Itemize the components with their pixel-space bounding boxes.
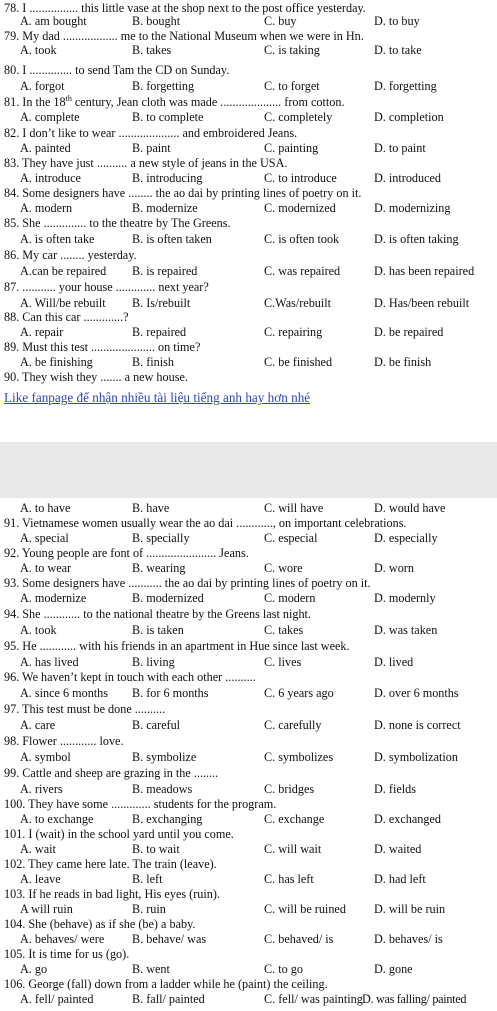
option-a: A. go bbox=[20, 962, 48, 976]
option-a: A. is often take bbox=[20, 232, 95, 246]
option-c: C. symbolizes bbox=[264, 750, 334, 764]
option-c: C. modernized bbox=[264, 201, 336, 215]
option-c: C. takes bbox=[264, 623, 304, 637]
option-d: D. over 6 months bbox=[374, 686, 459, 700]
option-b: B. repaired bbox=[132, 325, 187, 339]
options-102 bbox=[0, 873, 497, 886]
options-90 bbox=[0, 502, 497, 515]
worksheet-page-2 bbox=[0, 498, 497, 1011]
question-90: 90. They wish they ....... a new house. bbox=[4, 370, 188, 384]
option-b: B. fall/ painted bbox=[132, 992, 205, 1006]
option-b: B. modernize bbox=[132, 201, 198, 215]
option-d: D. symbolization bbox=[374, 750, 458, 764]
option-c: C. to go bbox=[264, 962, 303, 976]
option-d: D. had left bbox=[374, 872, 426, 886]
option-b: B. to complete bbox=[132, 110, 204, 124]
option-a: A. introduce bbox=[20, 171, 81, 185]
options-80 bbox=[0, 80, 497, 93]
option-c: C. exchange bbox=[264, 812, 325, 826]
option-d: D. be repaired bbox=[374, 325, 444, 339]
question-103: 103. If he reads in bad light, His eyes (ruin). bbox=[4, 887, 220, 901]
option-b: B. for 6 months bbox=[132, 686, 209, 700]
question-99: 99. Cattle and sheep are grazing in the ........ bbox=[4, 766, 219, 780]
option-c: C. wore bbox=[264, 561, 303, 575]
option-d: D. behaves/ is bbox=[374, 932, 443, 946]
option-a: A. modern bbox=[20, 201, 73, 215]
option-b: B. forgetting bbox=[132, 79, 195, 93]
question-92: 92. Young people are font of ....................... Jeans. bbox=[4, 546, 249, 560]
option-a: A. since 6 months bbox=[20, 686, 109, 700]
option-b: B. specially bbox=[132, 531, 190, 545]
question-81: 81. In the 18th century, Jean cloth was made .................... from cotton. bbox=[4, 93, 345, 109]
option-c: C. is taking bbox=[264, 43, 320, 57]
options-89 bbox=[0, 356, 497, 369]
question-89: 89. Must this test ..................... on time? bbox=[4, 340, 201, 354]
option-a: A. rivers bbox=[20, 782, 63, 796]
option-a: A. symbol bbox=[20, 750, 71, 764]
options-87 bbox=[0, 297, 497, 310]
option-d: D. to buy bbox=[374, 14, 420, 28]
option-d: D. worn bbox=[374, 561, 414, 575]
option-c: C. behaved/ is bbox=[264, 932, 334, 946]
option-d: D. was falling/ painted bbox=[362, 992, 467, 1006]
fanpage-link[interactable]: Like fanpage để nhận nhiều tài liệu tiếng anh hay hơn nhé bbox=[4, 390, 311, 405]
option-c: C. 6 years ago bbox=[264, 686, 334, 700]
options-91 bbox=[0, 532, 497, 545]
option-d: D. lived bbox=[374, 655, 414, 669]
option-b: B. is often taken bbox=[132, 232, 212, 246]
options-82 bbox=[0, 142, 497, 155]
option-d: D. introduced bbox=[374, 171, 442, 185]
option-c: C. carefully bbox=[264, 718, 322, 732]
option-a: A. wait bbox=[20, 842, 56, 856]
question-82: 82. I don’t like to wear .................... and embroidered Jeans. bbox=[4, 126, 298, 140]
question-94: 94. She ............ to the national theatre by the Greens last night. bbox=[4, 607, 311, 621]
question-93: 93. Some designers have ........... the ao dai by printing lines of poetry on it. bbox=[4, 576, 371, 590]
option-d: D. exchanged bbox=[374, 812, 442, 826]
option-b: B. finish bbox=[132, 355, 174, 369]
option-a: A. Will/be rebuilt bbox=[20, 296, 106, 310]
option-d: D. completion bbox=[374, 110, 444, 124]
option-d: D. was taken bbox=[374, 623, 438, 637]
question-95: 95. He ............ with his friends in an apartment in Hue since last week. bbox=[4, 639, 350, 653]
option-d: D. none is correct bbox=[374, 718, 461, 732]
option-d: D. fields bbox=[374, 782, 416, 796]
options-103 bbox=[0, 903, 497, 916]
option-b: B. Is/rebuilt bbox=[132, 296, 191, 310]
option-c: C. repairing bbox=[264, 325, 323, 339]
option-a: A. forgot bbox=[20, 79, 65, 93]
options-100 bbox=[0, 813, 497, 826]
option-c: C. was repaired bbox=[264, 264, 341, 278]
option-c: C. lives bbox=[264, 655, 302, 669]
option-b: B. is repaired bbox=[132, 264, 198, 278]
option-d: D. Has/been rebuilt bbox=[374, 296, 470, 310]
question-101: 101. I (wait) in the school yard until you come. bbox=[4, 827, 234, 841]
option-b: B. paint bbox=[132, 141, 171, 155]
option-a: A. care bbox=[20, 718, 56, 732]
option-b: B. takes bbox=[132, 43, 172, 57]
option-b: B. behave/ was bbox=[132, 932, 207, 946]
option-c: C. especial bbox=[264, 531, 318, 545]
option-a: A. took bbox=[20, 43, 57, 57]
option-c: C. will wait bbox=[264, 842, 322, 856]
option-c: C. to introduce bbox=[264, 171, 337, 185]
option-b: B. ruin bbox=[132, 902, 166, 916]
option-c: C. is often took bbox=[264, 232, 340, 246]
options-83 bbox=[0, 172, 497, 185]
option-d: D. especially bbox=[374, 531, 438, 545]
question-84: 84. Some designers have ........ the ao dai by printing lines of poetry on it. bbox=[4, 186, 362, 200]
option-d: D. has been repaired bbox=[374, 264, 475, 278]
question-100: 100. They have some ............. students for the program. bbox=[4, 797, 277, 811]
option-a: A. be finishing bbox=[20, 355, 93, 369]
options-105 bbox=[0, 963, 497, 976]
option-d: D. will be ruin bbox=[374, 902, 446, 916]
question-78: 78. I ................ this little vase at the shop next to the post office yesterday. bbox=[4, 1, 366, 15]
question-79: 79. My dad .................. me to the National Museum when we were in Hn. bbox=[4, 29, 364, 43]
option-b: B. careful bbox=[132, 718, 181, 732]
option-b: B. meadows bbox=[132, 782, 193, 796]
options-104 bbox=[0, 933, 497, 946]
option-b: B. exchanging bbox=[132, 812, 203, 826]
question-87: 87. ........... your house ............. next year? bbox=[4, 280, 209, 294]
question-102: 102. They came here late. The train (leave). bbox=[4, 857, 217, 871]
options-81 bbox=[0, 111, 497, 124]
option-d: D. modernly bbox=[374, 591, 436, 605]
options-79 bbox=[0, 44, 497, 57]
options-95 bbox=[0, 656, 497, 669]
options-101 bbox=[0, 843, 497, 856]
option-c: C. buy bbox=[264, 14, 297, 28]
options-85 bbox=[0, 233, 497, 246]
options-94 bbox=[0, 624, 497, 637]
option-c: C.Was/rebuilt bbox=[264, 296, 332, 310]
question-104: 104. She (behave) as if she (be) a baby. bbox=[4, 917, 196, 931]
option-a: A. modernize bbox=[20, 591, 87, 605]
option-d: D. forgetting bbox=[374, 79, 437, 93]
options-106 bbox=[0, 993, 497, 1006]
option-a: A. painted bbox=[20, 141, 71, 155]
question-91: 91. Vietnamese women usually wear the ao dai ............, on important celebrations. bbox=[4, 516, 407, 530]
option-a: A. fell/ painted bbox=[20, 992, 94, 1006]
question-83: 83. They have just .......... a new style of jeans in the USA. bbox=[4, 156, 288, 170]
option-c: C. modern bbox=[264, 591, 316, 605]
option-d: D. waited bbox=[374, 842, 422, 856]
option-b: B. left bbox=[132, 872, 163, 886]
options-97 bbox=[0, 719, 497, 732]
question-105: 105. It is time for us (go). bbox=[4, 947, 130, 961]
option-a: A. complete bbox=[20, 110, 80, 124]
options-99 bbox=[0, 783, 497, 796]
option-a: A. repair bbox=[20, 325, 64, 339]
option-c: C. will be ruined bbox=[264, 902, 346, 916]
option-b: B. bought bbox=[132, 14, 181, 28]
option-a: A. to have bbox=[20, 501, 71, 515]
option-d: D. gone bbox=[374, 962, 413, 976]
option-a: A. am bought bbox=[20, 14, 87, 28]
option-d: D. to take bbox=[374, 43, 422, 57]
options-88 bbox=[0, 326, 497, 339]
option-c: C. will have bbox=[264, 501, 324, 515]
option-d: D. modernizing bbox=[374, 201, 451, 215]
option-b: B. have bbox=[132, 501, 170, 515]
option-a: A.can be repaired bbox=[20, 264, 107, 278]
option-b: B. living bbox=[132, 655, 175, 669]
option-d: D. is often taking bbox=[374, 232, 459, 246]
option-d: D. be finish bbox=[374, 355, 432, 369]
option-c: C. painting bbox=[264, 141, 319, 155]
option-a: A. behaves/ were bbox=[20, 932, 105, 946]
option-a: A. has lived bbox=[20, 655, 79, 669]
option-b: B. to wait bbox=[132, 842, 180, 856]
option-c: C. has left bbox=[264, 872, 314, 886]
option-a: A will ruin bbox=[20, 902, 73, 916]
option-c: C. fell/ was painting bbox=[264, 992, 363, 1006]
option-a: A. took bbox=[20, 623, 57, 637]
option-b: B. is taken bbox=[132, 623, 184, 637]
option-b: B. introducing bbox=[132, 171, 203, 185]
question-80: 80. I .............. to send Tam the CD on Sunday. bbox=[4, 63, 230, 77]
option-c: C. to forget bbox=[264, 79, 320, 93]
question-85: 85. She .............. to the theatre by The Greens. bbox=[4, 216, 231, 230]
option-b: B. symbolize bbox=[132, 750, 197, 764]
option-b: B. went bbox=[132, 962, 170, 976]
option-a: A. special bbox=[20, 531, 69, 545]
options-86 bbox=[0, 265, 497, 278]
page-separator bbox=[0, 442, 497, 498]
option-d: D. to paint bbox=[374, 141, 426, 155]
option-c: C. be finished bbox=[264, 355, 333, 369]
question-86: 86. My car ........ yesterday. bbox=[4, 248, 137, 262]
options-93 bbox=[0, 592, 497, 605]
option-a: A. to exchange bbox=[20, 812, 94, 826]
options-92 bbox=[0, 562, 497, 575]
options-84 bbox=[0, 202, 497, 215]
question-98: 98. Flower ............ love. bbox=[4, 734, 124, 748]
option-c: C. completely bbox=[264, 110, 333, 124]
question-97: 97. This test must be done .......... bbox=[4, 702, 166, 716]
option-a: A. leave bbox=[20, 872, 61, 886]
options-78 bbox=[0, 15, 497, 28]
option-b: B. wearing bbox=[132, 561, 186, 575]
question-96: 96. We haven’t kept in touch with each other .......... bbox=[4, 670, 256, 684]
question-88: 88. Can this car .............? bbox=[4, 310, 129, 324]
option-c: C. bridges bbox=[264, 782, 315, 796]
worksheet-page-1 bbox=[0, 0, 497, 442]
option-b: B. modernized bbox=[132, 591, 204, 605]
options-96 bbox=[0, 687, 497, 700]
option-d: D. would have bbox=[374, 501, 446, 515]
question-106: 106. George (fall) down from a ladder while he (paint) the ceiling. bbox=[4, 977, 328, 991]
options-98 bbox=[0, 751, 497, 764]
option-a: A. to wear bbox=[20, 561, 72, 575]
